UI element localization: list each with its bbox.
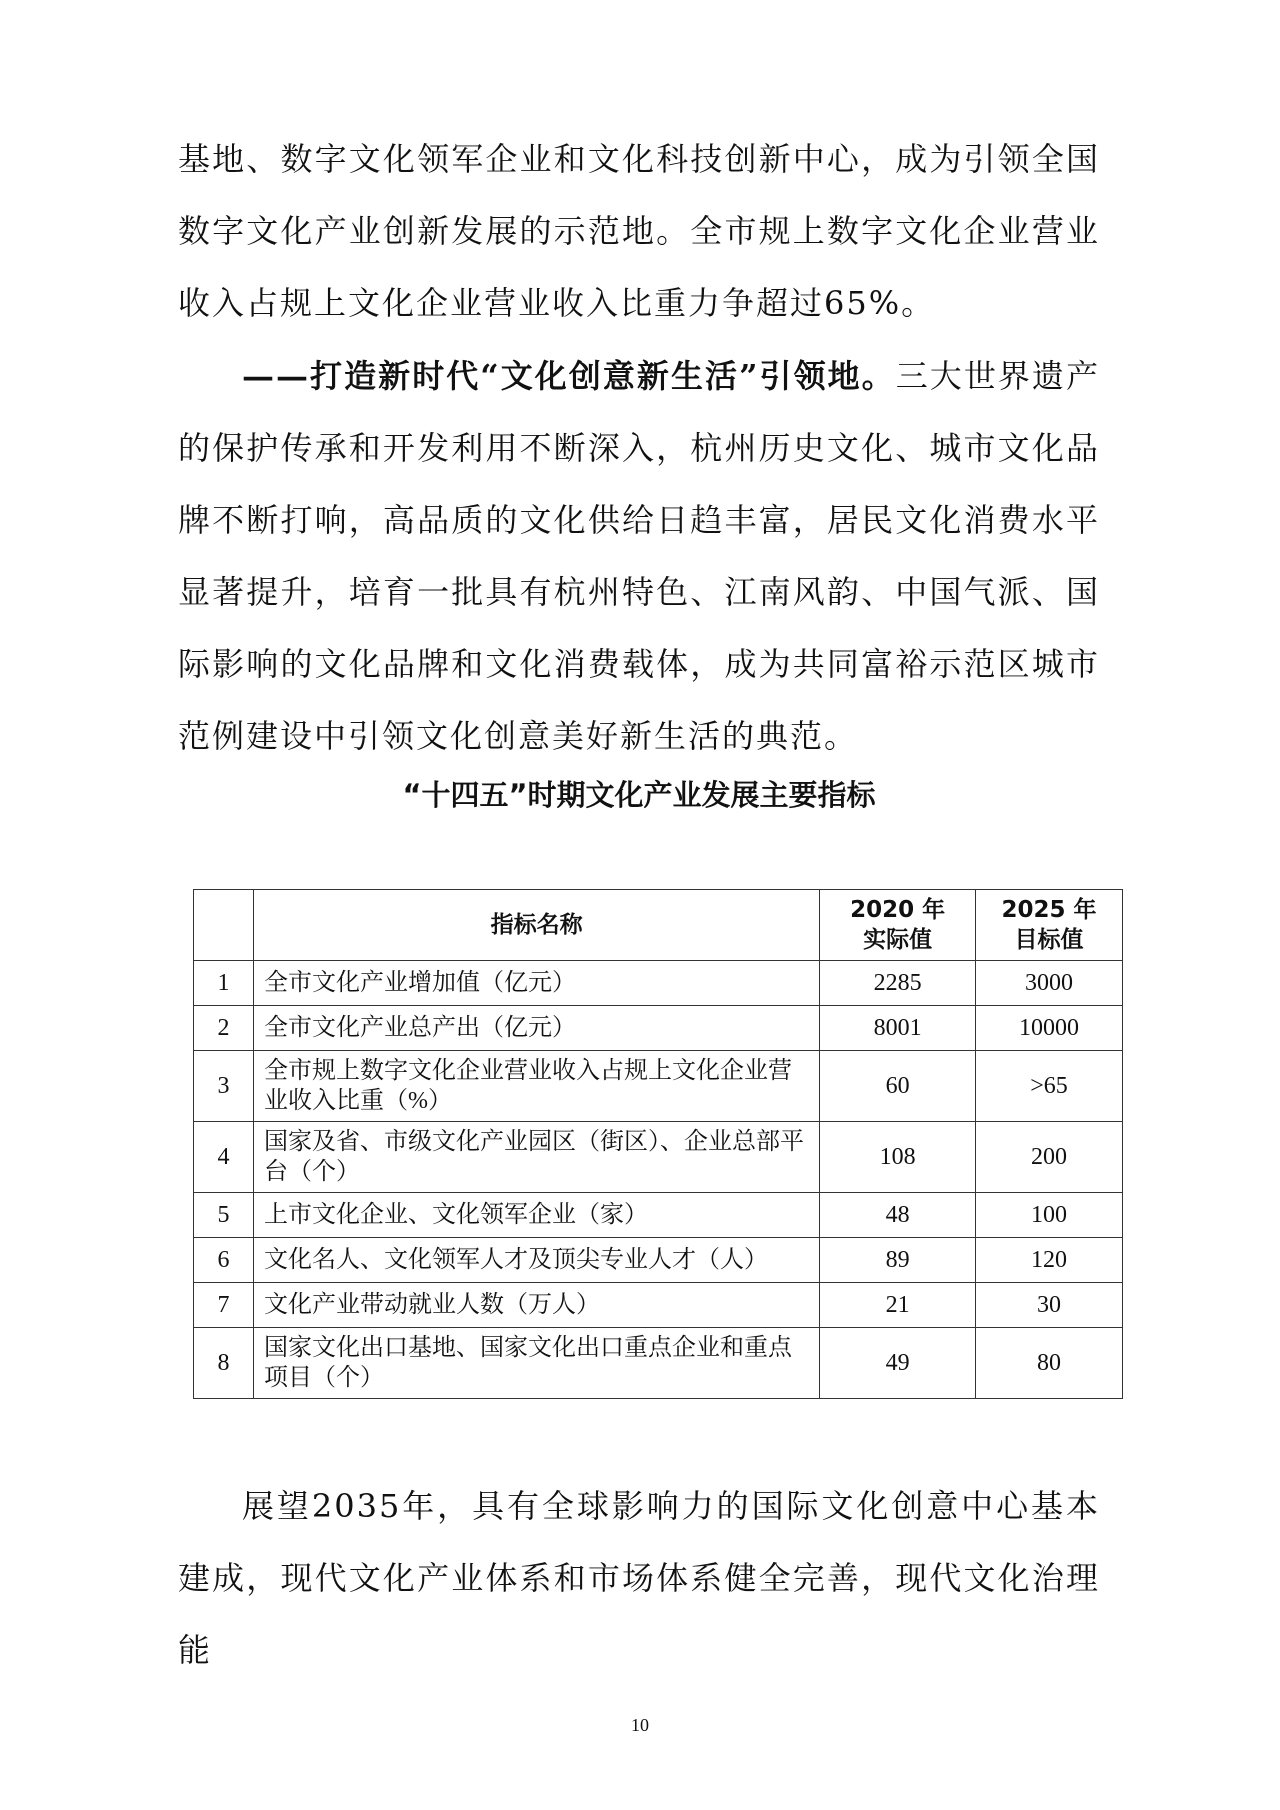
row-indicator-name: 国家文化出口基地、国家文化出口重点企业和重点项目（个） [253, 1328, 819, 1399]
row-indicator-name: 全市规上数字文化企业营业收入占规上文化企业营业收入比重（%） [253, 1051, 819, 1122]
row-index: 4 [194, 1122, 254, 1193]
header-2020-actual [820, 890, 976, 961]
table-row [194, 1122, 1123, 1193]
row-index: 5 [194, 1193, 254, 1238]
paragraph-creative-life [178, 340, 1100, 772]
table-row [194, 1193, 1123, 1238]
row-2020-value: 49 [820, 1328, 976, 1399]
row-indicator-name: 全市文化产业总产出（亿元） [253, 1006, 819, 1051]
paragraph-text: 基地、数字文化领军企业和文化科技创新中心，成为引领全国数字文化产业创新发展的示范地。全市规上数字文化企业营业收入占规上文化企业营业收入比重力争超过65%。 [178, 140, 1100, 322]
paragraph-outlook-2035 [178, 1470, 1100, 1686]
row-2025-value: 100 [976, 1193, 1123, 1238]
row-2020-value: 60 [820, 1051, 976, 1122]
row-2020-value: 21 [820, 1283, 976, 1328]
row-index: 3 [194, 1051, 254, 1122]
row-2025-value: 10000 [976, 1006, 1123, 1051]
row-indicator-name: 全市文化产业增加值（亿元） [253, 961, 819, 1006]
table-row [194, 961, 1123, 1006]
table-header-row [194, 890, 1123, 961]
row-index: 1 [194, 961, 254, 1006]
row-indicator-name: 文化产业带动就业人数（万人） [253, 1283, 819, 1328]
table-row [194, 1328, 1123, 1399]
row-2020-value: 2285 [820, 961, 976, 1006]
header-index [194, 890, 254, 961]
row-index: 2 [194, 1006, 254, 1051]
page-number: 10 [631, 1715, 649, 1735]
indicators-table [193, 889, 1123, 1399]
row-2020-value: 89 [820, 1238, 976, 1283]
table-row [194, 1006, 1123, 1051]
row-index: 7 [194, 1283, 254, 1328]
header-2020-year: 2020 年 [850, 897, 946, 923]
row-2025-value: 200 [976, 1122, 1123, 1193]
paragraph-text: 展望2035年，具有全球影响力的国际文化创意中心基本建成，现代文化产业体系和市场体系健全完善，现代文化治理能 [178, 1487, 1100, 1669]
paragraph-text: 三大世界遗产的保护传承和开发利用不断深入，杭州历史文化、城市文化品牌不断打响，高品质的文化供给日趋丰富，居民文化消费水平显著提升，培育一批具有杭州特色、江南风韵、中国气派、国际影响的文化品牌和文化消费载体，成为共同富裕示范区城市范例建设中引领文化创意美好新生活的典范。 [178, 357, 1100, 755]
row-2020-value: 8001 [820, 1006, 976, 1051]
table-title: “十四五”时期文化产业发展主要指标 [402, 778, 876, 812]
header-2025-year: 2025 年 [1001, 897, 1097, 923]
row-2025-value: >65 [976, 1051, 1123, 1122]
header-2025-label: 目标值 [1014, 927, 1084, 953]
row-2025-value: 120 [976, 1238, 1123, 1283]
table-row [194, 1238, 1123, 1283]
row-2020-value: 108 [820, 1122, 976, 1193]
table-row [194, 1283, 1123, 1328]
row-indicator-name: 上市文化企业、文化领军企业（家） [253, 1193, 819, 1238]
row-2025-value: 30 [976, 1283, 1123, 1328]
row-2025-value: 3000 [976, 961, 1123, 1006]
row-indicator-name: 文化名人、文化领军人才及顶尖专业人才（人） [253, 1238, 819, 1283]
paragraph-digital-culture [178, 123, 1100, 339]
header-2025-target [976, 890, 1123, 961]
row-index: 6 [194, 1238, 254, 1283]
header-2020-label: 实际值 [863, 927, 933, 953]
table-row [194, 1051, 1123, 1122]
paragraph-heading: ——打造新时代“文化创意新生活”引领地。 [242, 357, 896, 395]
row-2020-value: 48 [820, 1193, 976, 1238]
row-index: 8 [194, 1328, 254, 1399]
header-indicator-name: 指标名称 [253, 890, 819, 961]
row-2025-value: 80 [976, 1328, 1123, 1399]
row-indicator-name: 国家及省、市级文化产业园区（街区）、企业总部平台（个） [253, 1122, 819, 1193]
